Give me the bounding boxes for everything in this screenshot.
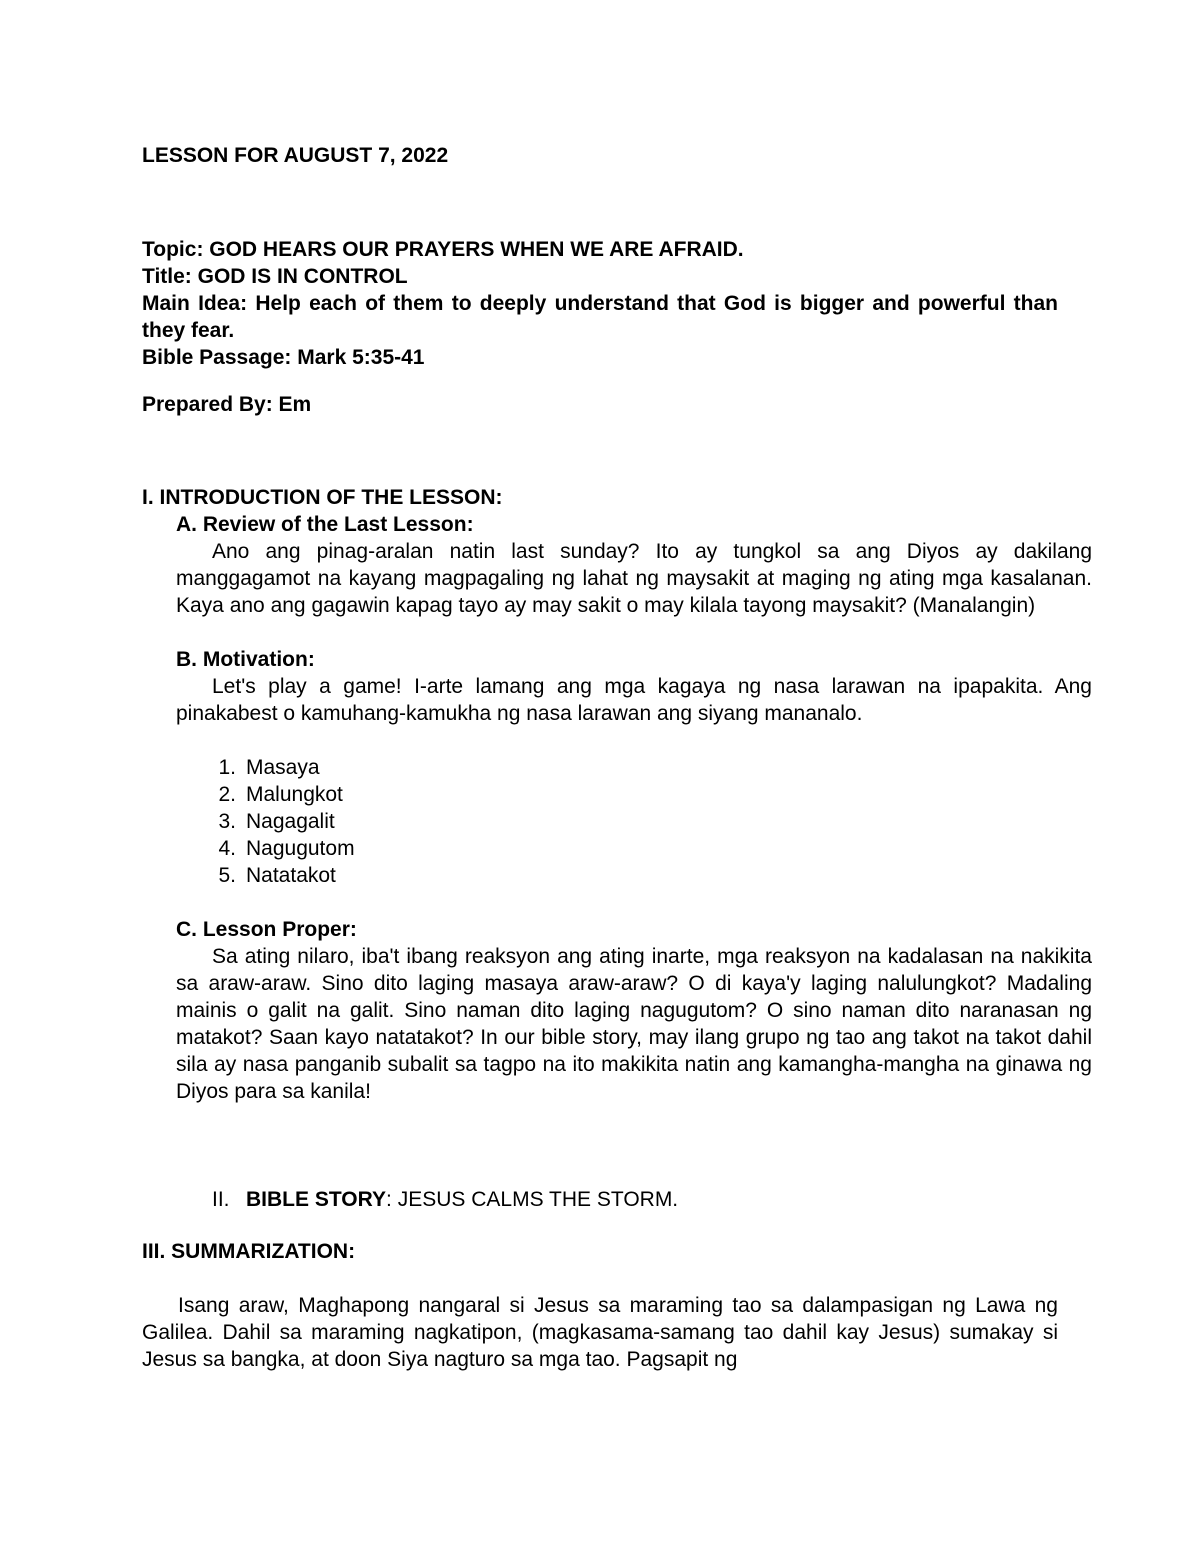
list-item [176,862,1092,889]
summarization-heading: III. SUMMARIZATION: [142,1240,356,1263]
summarization-paragraph: Isang araw, Maghapong nangaral si Jesus sa maraming tao sa dalampasigan ng Lawa ng Galilea. Dahil sa maraming nagkatipon, (magkasama-samang tao dahil kay Jesus) sumakay si Jesus sa bangka, at doon Siya nagturo sa mga tao. Pagsapit ng [142,1294,1058,1371]
list-number: 3. [218,810,236,833]
title-line: Title: GOD IS IN CONTROL [142,265,408,288]
introduction-heading: I. INTRODUCTION OF THE LESSON: [142,486,503,509]
bible-passage-line: Bible Passage: Mark 5:35-41 [142,346,425,369]
emotions-list [176,754,1092,889]
list-label: Nagugutom [246,837,355,860]
introduction-section [142,484,1092,1105]
list-label: Natatakot [246,864,336,887]
list-number: 5. [218,864,236,887]
spacer [176,619,1092,646]
list-number: 2. [218,783,236,806]
motivation-heading: B. Motivation: [176,648,315,671]
lesson-proper-heading: C. Lesson Proper: [176,918,357,941]
list-item [176,835,1092,862]
main-idea-line: Main Idea: Help each of them to deeply understand that God is bigger and powerful than they fear. [142,292,1058,342]
bible-story-line [212,1186,1058,1213]
list-number: 4. [218,837,236,860]
list-label: Nagagalit [246,810,335,833]
roman-numeral: II. [212,1188,230,1211]
topic-line: Topic: GOD HEARS OUR PRAYERS WHEN WE ARE AFRAID. [142,238,744,261]
lesson-proper-paragraph: Sa ating nilaro, iba't ibang reaksyon ang ating inarte, mga reaksyon na kadalasan na nakikita sa araw-araw. Sino dito laging masaya araw-araw? O di kaya'y laging nalulungkot? Madaling mainis o galit na galit. Sino naman dito laging nagugutom? O sino naman dito naranasan ng matakot? Saan kayo natatakot? In our bible story, may ilang grupo ng tao ang takot na takot dahil sila ay nasa panganib subalit sa tagpo na ito makikita natin ang kamangha-mangha na ginawa ng Diyos para sa kanila! [176,945,1092,1103]
list-item [176,808,1092,835]
document-title: LESSON FOR AUGUST 7, 2022 [142,144,449,167]
review-paragraph: Ano ang pinag-aralan natin last sunday? Ito ay tungkol sa ang Diyos ay dakilang manggagamot na kayang magpagaling ng lahat ng maysakit at maging ng ating mga kasalanan. Kaya ano ang gagawin kapag tayo ay may sakit o may kilala tayong maysakit? (Manalangin) [176,540,1092,617]
bible-story-label: BIBLE STORY [246,1188,387,1211]
list-label: Masaya [246,756,320,779]
spacer [176,889,1092,916]
list-number: 1. [218,756,236,779]
list-label: Malungkot [246,783,343,806]
review-heading: A. Review of the Last Lesson: [176,513,474,536]
list-item [176,781,1092,808]
introduction-body [176,511,1092,1105]
prepared-by-line: Prepared By: Em [142,393,312,416]
spacer [176,727,1092,754]
bible-story-title: : JESUS CALMS THE STORM. [386,1188,679,1211]
list-item [176,754,1092,781]
motivation-paragraph: Let's play a game! I-arte lamang ang mga kagaya ng nasa larawan na ipapakita. Ang pinakabest o kamuhang-kamukha ng nasa larawan ang siyang mananalo. [176,675,1092,725]
lesson-meta [142,236,1058,371]
